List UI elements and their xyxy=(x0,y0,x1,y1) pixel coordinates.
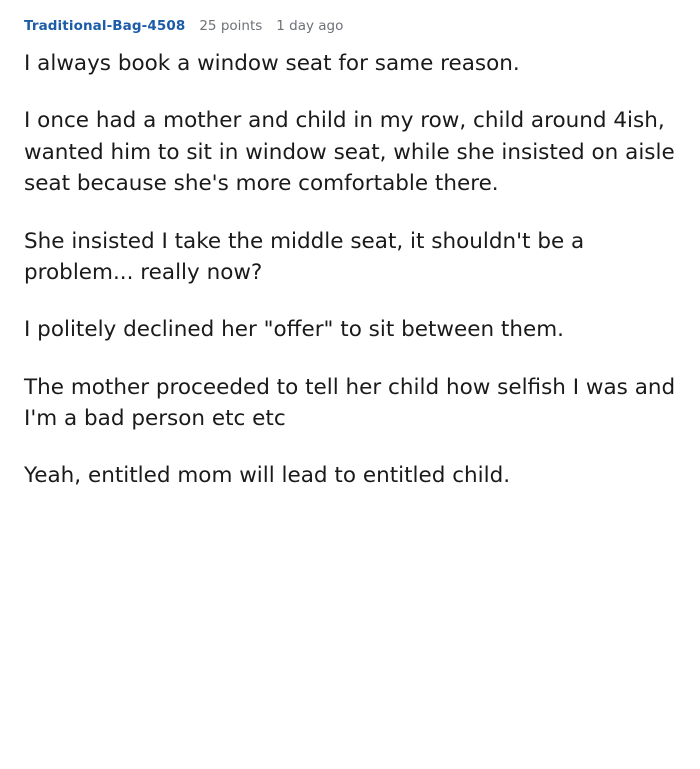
comment-author[interactable]: Traditional-Bag-4508 xyxy=(24,18,186,34)
comment-paragraph: The mother proceeded to tell her child how selfish I was and I'm a bad person etc etc xyxy=(24,374,676,431)
comment-meta xyxy=(24,18,676,34)
comment-paragraph: I once had a mother and child in my row, child around 4ish, wanted him to sit in window seat, while she insisted on aisle seat because she's more comfortable there. xyxy=(24,108,675,197)
comment-paragraph: She insisted I take the middle seat, it shouldn't be a problem... really now? xyxy=(24,228,585,285)
comment-paragraph: I politely declined her "offer" to sit between them. xyxy=(24,317,564,343)
comment-paragraph: Yeah, entitled mom will lead to entitled child. xyxy=(24,463,511,489)
comment-paragraph: I always book a window seat for same reason. xyxy=(24,51,520,76)
comment-timestamp: 1 day ago xyxy=(276,18,344,34)
comment-points: 25 points xyxy=(199,18,263,34)
comment-body xyxy=(24,48,676,492)
